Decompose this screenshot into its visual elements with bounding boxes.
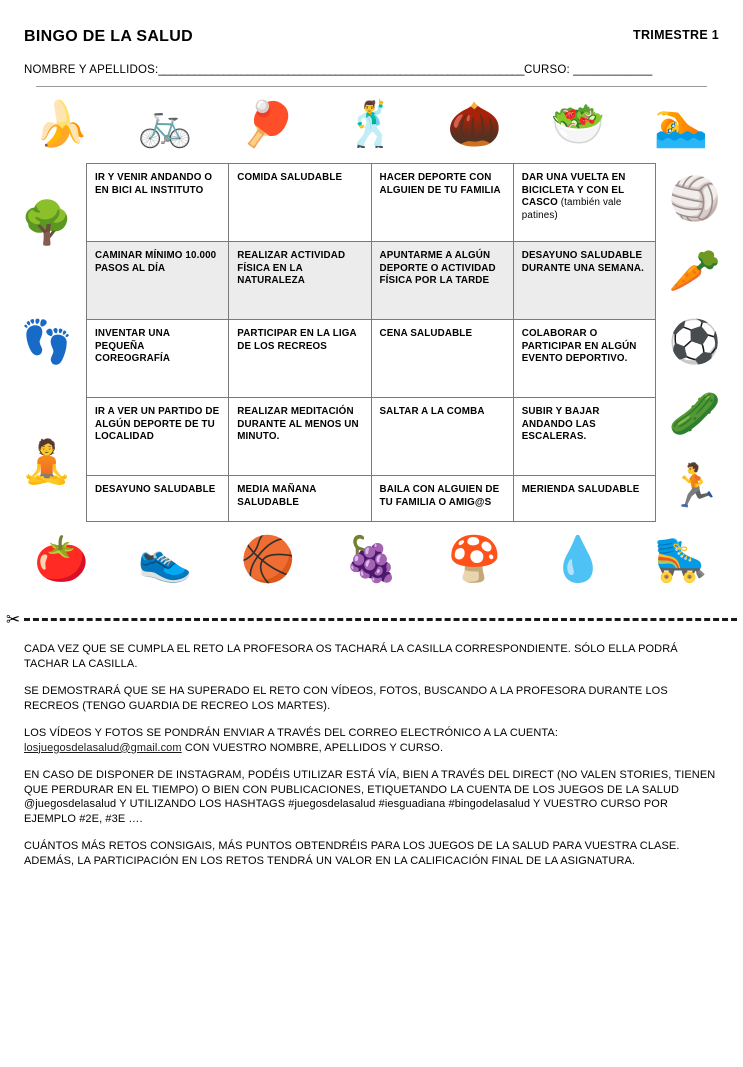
bingo-cell[interactable] bbox=[87, 476, 229, 522]
bingo-cell-text: SUBIR Y BAJAR ANDANDO LAS ESCALERAS. bbox=[521, 406, 600, 443]
bingo-cell-text: PARTICIPAR EN LA LIGA DE LOS RECREOS bbox=[237, 328, 357, 352]
bingo-cell-text: HACER DEPORTE CON ALGUIEN DE TU FAMILIA bbox=[379, 172, 501, 196]
bingo-cell[interactable] bbox=[87, 164, 229, 242]
tomato-emoji: 🍅 bbox=[34, 535, 90, 584]
footprints-emoji: 👣 bbox=[20, 318, 74, 366]
roller-skate-emoji: 🛼 bbox=[653, 535, 709, 584]
name-blank: ______________________________________________________________ bbox=[158, 64, 524, 76]
running-shoe-emoji: 👟 bbox=[137, 535, 193, 584]
bingo-cell-text: IR A VER UN PARTIDO DE ALGÚN DEPORTE DE TU LOCALIDAD bbox=[95, 406, 220, 443]
name-label: NOMBRE Y APELLIDOS: bbox=[24, 64, 159, 76]
instruction-paragraph-5: CUÁNTOS MÁS RETOS CONSIGAIS, MÁS PUNTOS OBTENDRÉIS PARA LOS JUEGOS DE LA SALUD PARA VUESTRA CLASE. ADEMÁS, LA PARTICIPACIÓN EN LOS RETOS TENDRÁ UN VALOR EN LA CALIFICACIÓN FINAL DE LA ASIGNATURA. bbox=[24, 840, 680, 867]
bingo-cell[interactable] bbox=[87, 320, 229, 398]
ping-pong-emoji: 🏓 bbox=[240, 100, 296, 149]
bingo-cell[interactable] bbox=[513, 398, 655, 476]
bingo-cell-text: INVENTAR UNA PEQUEÑA COREOGRAFÍA bbox=[95, 328, 171, 365]
term-label: TRIMESTRE 1 bbox=[633, 28, 719, 42]
table-row bbox=[87, 320, 656, 398]
tree-emoji: 🌳 bbox=[20, 198, 74, 246]
bingo-cell-text: MEDIA MAÑANA SALUDABLE bbox=[237, 484, 317, 508]
volleyball-emoji: 🏐 bbox=[668, 174, 722, 222]
bingo-cell[interactable] bbox=[229, 476, 371, 522]
bingo-cell[interactable] bbox=[371, 320, 513, 398]
bingo-cell-text: REALIZAR MEDITACIÓN DURANTE AL MENOS UN MINUTO. bbox=[237, 406, 359, 443]
bingo-section bbox=[0, 163, 743, 522]
table-row bbox=[87, 242, 656, 320]
bingo-cell-text: IR Y VENIR ANDANDO O EN BICI AL INSTITUTO bbox=[95, 172, 213, 196]
person-running-emoji: 🏃 bbox=[668, 462, 722, 510]
bingo-cell-text: DAR UNA VUELTA EN BICICLETA Y CON EL CASCO bbox=[521, 172, 626, 209]
bingo-cell-text: COMIDA SALUDABLE bbox=[237, 172, 343, 183]
cut-here-line bbox=[0, 604, 743, 634]
bingo-cell[interactable] bbox=[513, 164, 655, 242]
instruction-3-post: CON VUESTRO NOMBRE, APELLIDOS Y CURSO. bbox=[181, 741, 444, 754]
cucumber-emoji: 🥒 bbox=[668, 390, 722, 438]
instruction-paragraph-1: CADA VEZ QUE SE CUMPLA EL RETO LA PROFESORA OS TACHARÁ LA CASILLA CORRESPONDIENTE. SÓLO ELLA PODRÁ TACHAR LA CASILLA. bbox=[24, 643, 678, 670]
soccer-ball-emoji: ⚽ bbox=[668, 318, 722, 366]
person-swimming-emoji: 🏊 bbox=[653, 100, 709, 149]
bicycle-emoji: 🚲 bbox=[137, 100, 193, 149]
bottom-emoji-strip bbox=[0, 522, 743, 598]
bingo-cell[interactable] bbox=[229, 164, 371, 242]
people-dancing-emoji: 🕺 bbox=[344, 100, 399, 149]
instruction-3-pre: LOS VÍDEOS Y FOTOS SE PONDRÁN ENVIAR A TRAVÉS DEL CORREO ELECTRÓNICO A LA CUENTA: bbox=[24, 727, 559, 740]
bingo-grid bbox=[86, 163, 656, 522]
basketball-emoji: 🏀 bbox=[240, 535, 296, 584]
bingo-cell[interactable] bbox=[513, 242, 655, 320]
instruction-paragraph-4: EN CASO DE DISPONER DE INSTAGRAM, PODÉIS UTILIZAR ESTÁ VÍA, BIEN A TRAVÉS DEL DIRECT (NO VALEN STORIES, TIENEN QUE PERDURAR EN EL TIEMPO) O BIEN CON PUBLICACIONES, ETIQUETANDO LA CUENTA DE LOS JUEGOS DE LA SALUD @juegosdelasalud Y UTILIZANDO LOS HASHTAGS #juegosdelasalud #iesguadiana #bingodelasalud Y VUESTRO CURSO POR EJEMPLO #2E, #3E …. bbox=[24, 769, 716, 825]
bingo-cell[interactable] bbox=[229, 398, 371, 476]
water-drop-emoji: 💧 bbox=[550, 535, 606, 584]
left-emoji-strip bbox=[8, 163, 86, 522]
email-link[interactable]: losjuegosdelasalud@gmail.com bbox=[24, 741, 182, 754]
scissors-icon: ✂ bbox=[6, 609, 21, 629]
course-label: CURSO: ____________ bbox=[523, 64, 653, 76]
bingo-cell-text: SALTAR A LA COMBA bbox=[379, 406, 485, 417]
person-meditating-emoji: 🧘 bbox=[20, 438, 74, 486]
bingo-cell[interactable] bbox=[87, 242, 229, 320]
table-row bbox=[87, 476, 656, 522]
mushroom-emoji: 🍄 bbox=[447, 535, 503, 584]
document-header bbox=[0, 0, 743, 87]
chestnut-emoji: 🌰 bbox=[447, 100, 503, 149]
bingo-cell-text: APUNTARME A ALGÚN DEPORTE O ACTIVIDAD FÍSICA POR LA TARDE bbox=[379, 250, 496, 287]
bingo-cell[interactable] bbox=[371, 164, 513, 242]
bingo-cell[interactable] bbox=[371, 398, 513, 476]
banana-emoji: 🍌 bbox=[34, 100, 90, 149]
bingo-cell[interactable] bbox=[229, 242, 371, 320]
instruction-paragraph-2: SE DEMOSTRARÁ QUE SE HA SUPERADO EL RETO CON VÍDEOS, FOTOS, BUSCANDO A LA PROFESORA DURANTE LOS RECREOS (TENGO GUARDIA DE RECREO LOS MARTES). bbox=[24, 685, 668, 712]
table-row bbox=[87, 164, 656, 242]
right-emoji-strip bbox=[656, 163, 734, 522]
header-divider bbox=[36, 86, 707, 87]
bingo-cell[interactable] bbox=[513, 320, 655, 398]
bingo-cell[interactable] bbox=[371, 476, 513, 522]
page-title: BINGO DE LA SALUD bbox=[24, 28, 193, 45]
bingo-cell-text: REALIZAR ACTIVIDAD FÍSICA EN LA NATURALEZA bbox=[237, 250, 346, 287]
table-row bbox=[87, 398, 656, 476]
bingo-cell-text: DESAYUNO SALUDABLE DURANTE UNA SEMANA. bbox=[521, 250, 644, 274]
bingo-cell-text: CENA SALUDABLE bbox=[379, 328, 473, 339]
bingo-cell-note: (también vale patines) bbox=[521, 197, 622, 221]
instruction-paragraph-3 bbox=[24, 726, 719, 755]
bingo-cell-text: DESAYUNO SALUDABLE bbox=[95, 484, 216, 495]
bingo-cell[interactable] bbox=[371, 242, 513, 320]
bingo-cell[interactable] bbox=[513, 476, 655, 522]
bingo-cell[interactable] bbox=[87, 398, 229, 476]
grapes-emoji: 🍇 bbox=[344, 535, 399, 584]
top-emoji-strip bbox=[0, 87, 743, 163]
bingo-cell-text: MERIENDA SALUDABLE bbox=[521, 484, 640, 495]
bingo-cell-text: BAILA CON ALGUIEN DE TU FAMILIA O AMIG@S bbox=[379, 484, 500, 508]
green-salad-emoji: 🥗 bbox=[550, 100, 606, 149]
name-field-line bbox=[24, 64, 719, 76]
bingo-cell[interactable] bbox=[229, 320, 371, 398]
bingo-cell-text: CAMINAR MÍNIMO 10.000 PASOS AL DÍA bbox=[95, 250, 217, 274]
instructions-section bbox=[0, 634, 743, 868]
bingo-cell-text: COLABORAR O PARTICIPAR EN ALGÚN EVENTO DEPORTIVO. bbox=[521, 328, 637, 365]
carrot-emoji: 🥕 bbox=[668, 246, 722, 294]
dashed-divider bbox=[24, 618, 737, 621]
